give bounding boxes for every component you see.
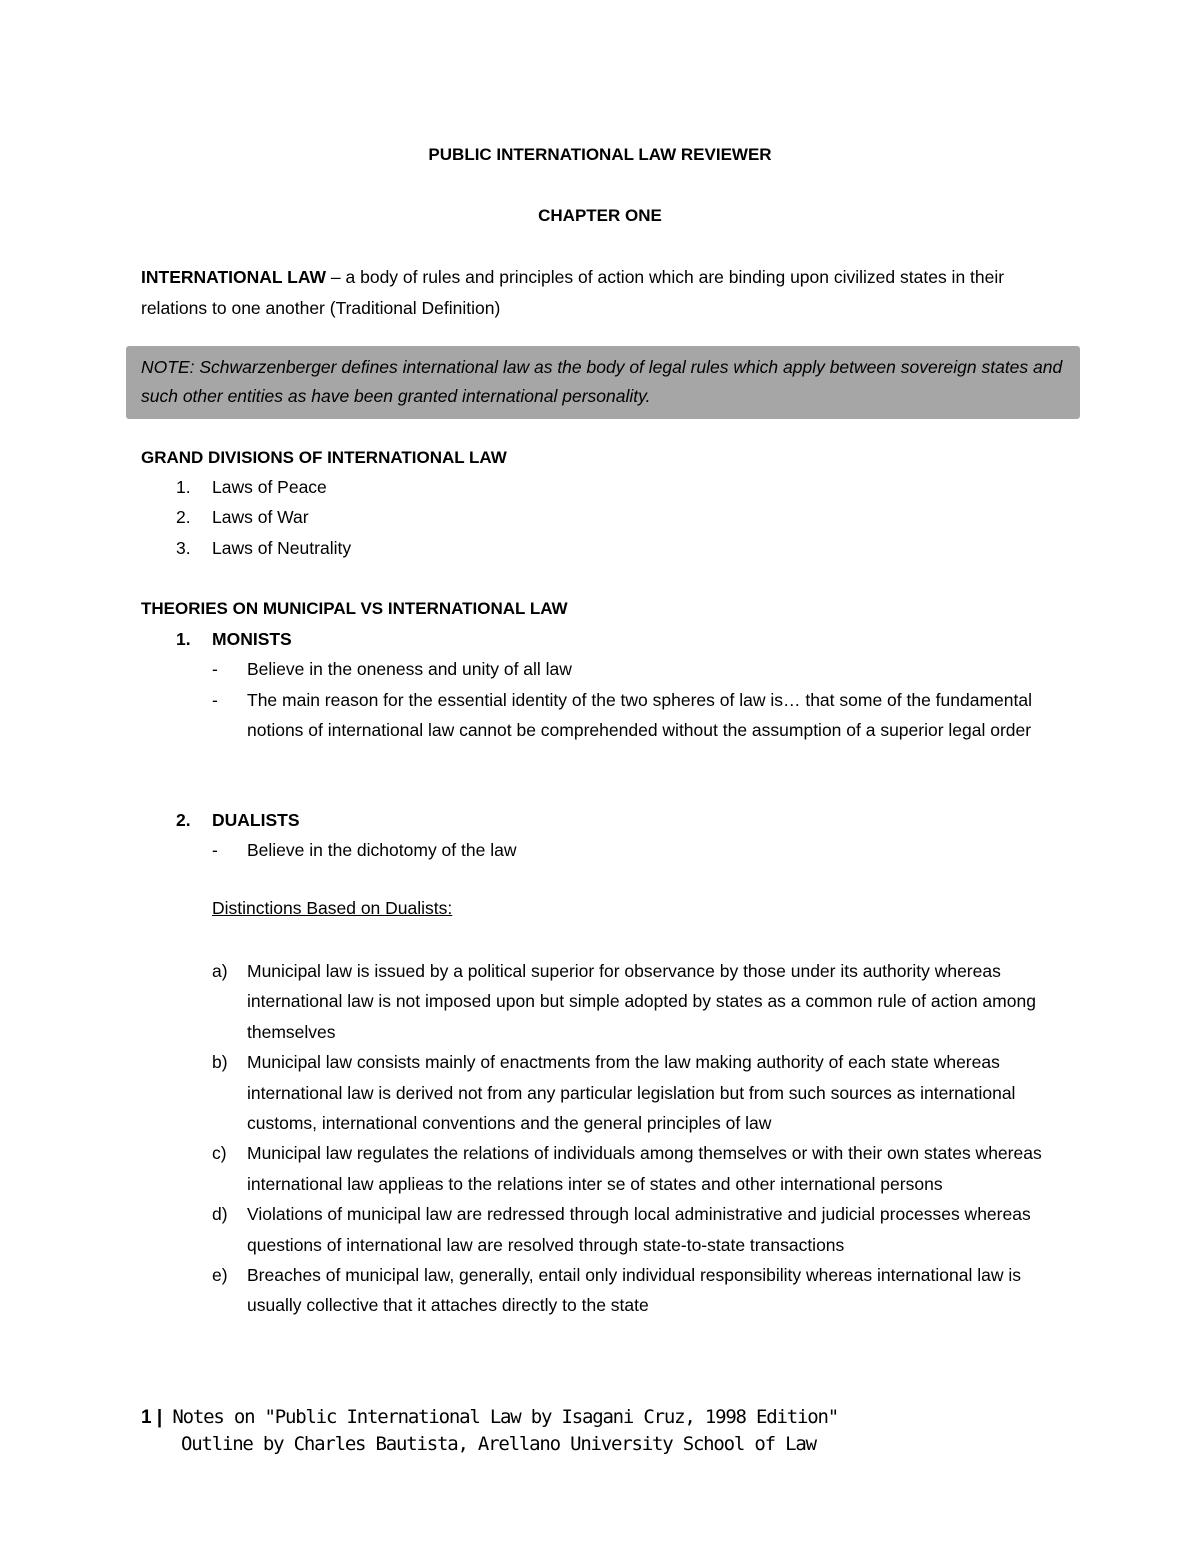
grand-divisions-heading: GRAND DIVISIONS OF INTERNATIONAL LAW bbox=[141, 448, 507, 467]
monists-heading: 1. MONISTS bbox=[176, 629, 292, 649]
document-title: PUBLIC INTERNATIONAL LAW REVIEWER bbox=[428, 145, 772, 164]
international-law-definition bbox=[141, 262, 1071, 323]
list-item: - The main reason for the essential identity of the two spheres of law is… that some of the fundamental notions of international law cannot be comprehended without the assumption of a superior legal order bbox=[212, 689, 1033, 741]
note-box: NOTE: Schwarzenberger defines international law as the body of legal rules which apply between sovereign states and such other entities as have been granted international personality. bbox=[126, 346, 1080, 419]
footer-line-1: Notes on "Public International Law by Isagani Cruz, 1998 Edition" bbox=[162, 1406, 838, 1428]
list-item: - Believe in the dichotomy of the law bbox=[212, 840, 517, 861]
monists-section bbox=[141, 624, 1081, 746]
distinctions-heading: Distinctions Based on Dualists: bbox=[212, 898, 453, 918]
list-item: c) Municipal law regulates the relations of individuals among themselves or with their own states whereas international law applieas to the relations inter se of states and other international persons bbox=[212, 1143, 1042, 1194]
theories-heading: THEORIES ON MUNICIPAL VS INTERNATIONAL LAW bbox=[141, 599, 568, 618]
definition-term: INTERNATIONAL LAW bbox=[141, 267, 327, 287]
page-number: 1 | bbox=[141, 1407, 163, 1428]
definition-text: – a body of rules and principles of action which are binding upon civilized states in their relations to one another (Traditional Definition) bbox=[141, 267, 1005, 318]
list-item: b) Municipal law consists mainly of enactments from the law making authority of each state whereas international law is derived not from any particular legislation but from such sources as international customs, international conventions and the general principles of law bbox=[212, 1052, 1016, 1134]
dualists-heading: 2. DUALISTS bbox=[176, 810, 300, 830]
dualists-section bbox=[141, 805, 1081, 866]
list-item: a) Municipal law is issued by a political superior for observance by those under its authority whereas international law is not imposed upon but simple adopted by states as a common rule of action among themselves bbox=[212, 961, 1036, 1042]
distinctions-list bbox=[212, 956, 1072, 1321]
list-item: 1. Laws of Peace bbox=[176, 477, 327, 497]
list-item: d) Violations of municipal law are redressed through local administrative and judicial processes whereas questions of international law are resolved through state-to-state transactions bbox=[212, 1204, 1031, 1255]
list-item: - Believe in the oneness and unity of all law bbox=[212, 659, 572, 680]
list-item: 2. Laws of War bbox=[176, 507, 309, 528]
list-item: 3. Laws of Neutrality bbox=[176, 537, 352, 558]
grand-divisions-list bbox=[141, 472, 1071, 563]
chapter-title: CHAPTER ONE bbox=[538, 206, 662, 225]
footer-line-2: Outline by Charles Bautista, Arellano University School of Law bbox=[181, 1433, 816, 1455]
list-item: e) Breaches of municipal law, generally, entail only individual responsibility whereas international law is usually collective that it attaches directly to the state bbox=[212, 1265, 1021, 1316]
page-footer bbox=[141, 1404, 838, 1458]
